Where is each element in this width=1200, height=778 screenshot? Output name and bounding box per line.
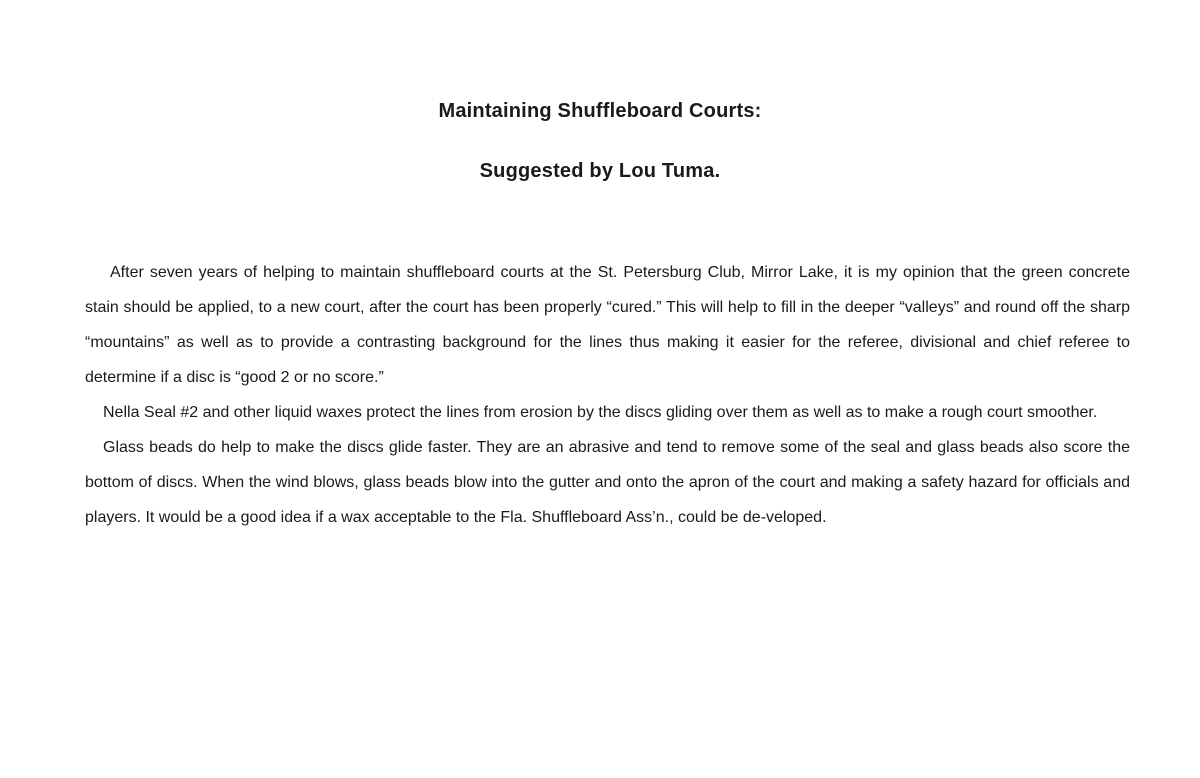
document-body (85, 255, 1130, 535)
paragraph-glass-beads: Glass beads do help to make the discs glide faster. They are an abrasive and tend to remove some of the seal and glass beads also score the bottom of discs. When the wind blows, glass beads blow into the gutter and onto the apron of the court and making a safety hazard for officials and players. It would be a good idea if a wax acceptable to the Fla. Shuffleboard Ass’n., could be de-veloped. (85, 439, 1130, 526)
document-title: Maintaining Shuffleboard Courts: (438, 100, 762, 122)
paragraph-liquid-waxes: Nella Seal #2 and other liquid waxes protect the lines from erosion by the discs gliding over them as well as to make a rough court smoother. (103, 404, 1098, 421)
paragraph-court-stain: After seven years of helping to maintain shuffleboard courts at the St. Petersburg Club, Mirror Lake, it is my opinion that the green concrete stain should be applied, to a new court, after the court has been properly “cured.” This will help to fill in the deeper “valleys” and round off the sharp “mountains” as well as to provide a contrasting background for the lines thus making it easier for the referee, divisional and chief referee to determine if a disc is “good 2 or no score.” (85, 264, 1130, 386)
document-subtitle: Suggested by Lou Tuma. (479, 160, 721, 182)
